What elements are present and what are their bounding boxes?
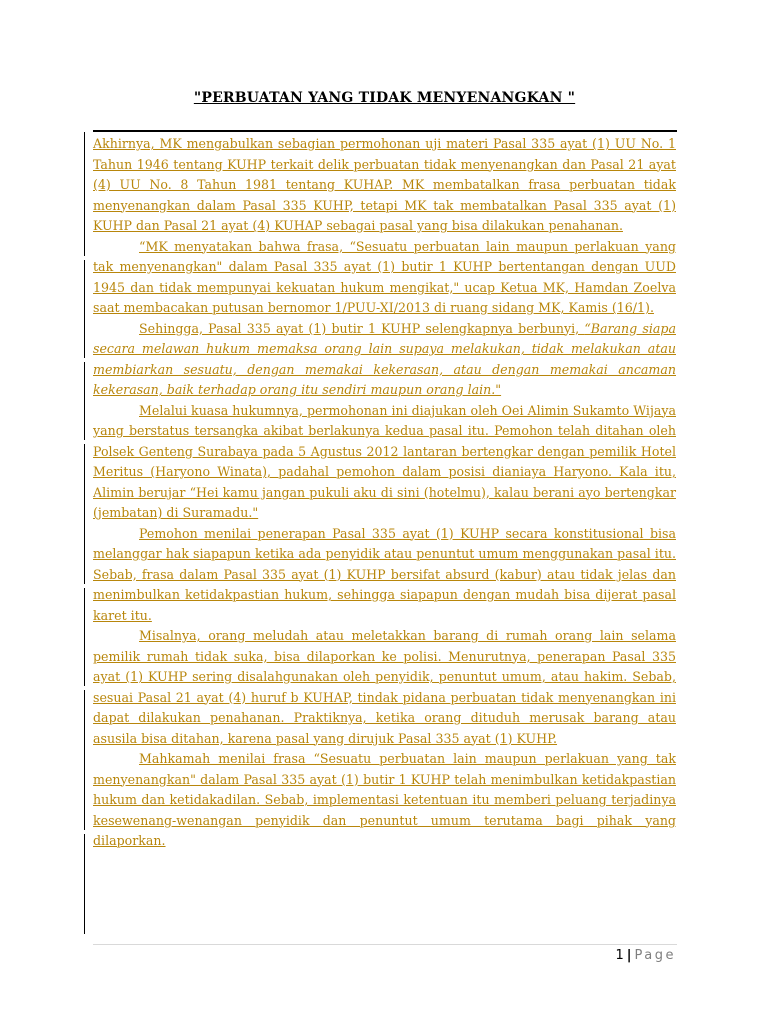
change-bar (84, 260, 85, 358)
paragraph-text: Sehingga, Pasal 335 ayat (1) butir 1 KUHP selengkapnya berbunyi, (139, 320, 585, 336)
change-bar (84, 834, 85, 934)
change-bar (84, 362, 85, 440)
change-bar (84, 132, 85, 256)
paragraph: “MK menyatakan bahwa frasa, “Sesuatu perbuatan lain maupun perlakuan yang tak menyenangkan" dalam Pasal 335 ayat (1) butir 1 KUHP bertentangan dengan UUD 1945 dan tidak mempunyai kekuatan hukum mengikat," ucap Ketua MK, Hamdan Zoelva saat membacakan putusan bernomor 1/PUU-XI/2013 di ruang sidang MK, Kamis (16/1). (93, 238, 676, 315)
footer-separator: | (626, 948, 632, 963)
page-number: 1 (615, 948, 624, 963)
change-bar (84, 444, 85, 584)
title-divider (93, 130, 677, 132)
paragraph: Akhirnya, MK mengabulkan sebagian permohonan uji materi Pasal 335 ayat (1) UU No. 1 Tahun 1946 tentang KUHP terkait delik perbuatan tidak menyenangkan dan Pasal 21 ayat (4) UU No. 8 Tahun 1981 tentang KUHAP. MK membatalkan frasa perbuatan tidak menyenangkan dalam Pasal 335 KUHP, tetapi MK tak membatalkan Pasal 335 ayat (1) KUHP dan Pasal 21 ayat (4) KUHAP sebagai pasal yang bisa dilakukan penahanan. (93, 136, 676, 233)
paragraph: Mahkamah menilai frasa “Sesuatu perbuatan lain maupun perlakuan yang tak menyenangkan" dalam Pasal 335 ayat (1) butir 1 KUHP telah menimbulkan ketidakpastian hukum dan ketidakadilan. Sebab, implementasi ketentuan itu memberi peluang terjadinya kesewenang-wenangan penyidik dan penuntut umum terutama bagi pihak yang dilaporkan. (93, 751, 676, 848)
page-label: Page (634, 948, 676, 963)
change-bar (84, 588, 85, 686)
paragraph (93, 319, 676, 401)
paragraph: Misalnya, orang meludah atau meletakkan barang di rumah orang lain selama pemilik rumah tidak suka, bisa dilaporkan ke polisi. Menurutnya, penerapan Pasal 335 ayat (1) KUHP sering disalahgunakan oleh penyidik, penuntut umum, atau hakim. Sebab, sesuai Pasal 21 ayat (4) huruf b KUHAP, tindak pidana perbuatan tidak menyenangkan ini dapat dilakukan penahanan. Praktiknya, ketika orang dituduh merusak barang atau asusila bisa ditahan, karena pasal yang dirujuk Pasal 335 ayat (1) KUHP. (93, 628, 676, 746)
footer-divider (93, 944, 677, 945)
document-body (93, 134, 676, 852)
paragraph: Melalui kuasa hukumnya, permohonan ini diajukan oleh Oei Alimin Sukamto Wijaya yang berstatus tersangka akibat berlakunya kedua pasal itu. Pemohon telah ditahan oleh Polsek Genteng Surabaya pada 5 Agustus 2012 lantaran bertengkar dengan pemilik Hotel Meritus (Haryono Winata), padahal pemohon dalam posisi dianiaya Haryono. Kala itu, Alimin berujar “Hei kamu jangan pukuli aku di sini (hotelmu), kalau berani ayo bertengkar (jembatan) di Suramadu." (93, 402, 676, 520)
document-title: "PERBUATAN YANG TIDAK MENYENANGKAN " (193, 90, 576, 106)
paragraph: Pemohon menilai penerapan Pasal 335 ayat (1) KUHP secara konstitusional bisa melanggar hak siapapun ketika ada penyidik atau penuntut umum menggunakan pasal itu. Sebab, frasa dalam Pasal 335 ayat (1) KUHP bersifat absurd (kabur) atau tidak jelas dan menimbulkan ketidakpastian hukum, sehingga siapapun dengan mudah bisa dijerat pasal karet itu. (93, 525, 676, 623)
change-bar (84, 690, 85, 830)
page-footer (615, 948, 676, 963)
quoted-article-text: “Barang siapa secara melawan hukum memaksa orang lain supaya melakukan, tidak melakukan atau membiarkan sesuatu, dengan memakai kekerasan, atau dengan memakai ancaman kekerasan, baik terhadap orang itu sendiri maupun orang lain." (93, 320, 676, 397)
